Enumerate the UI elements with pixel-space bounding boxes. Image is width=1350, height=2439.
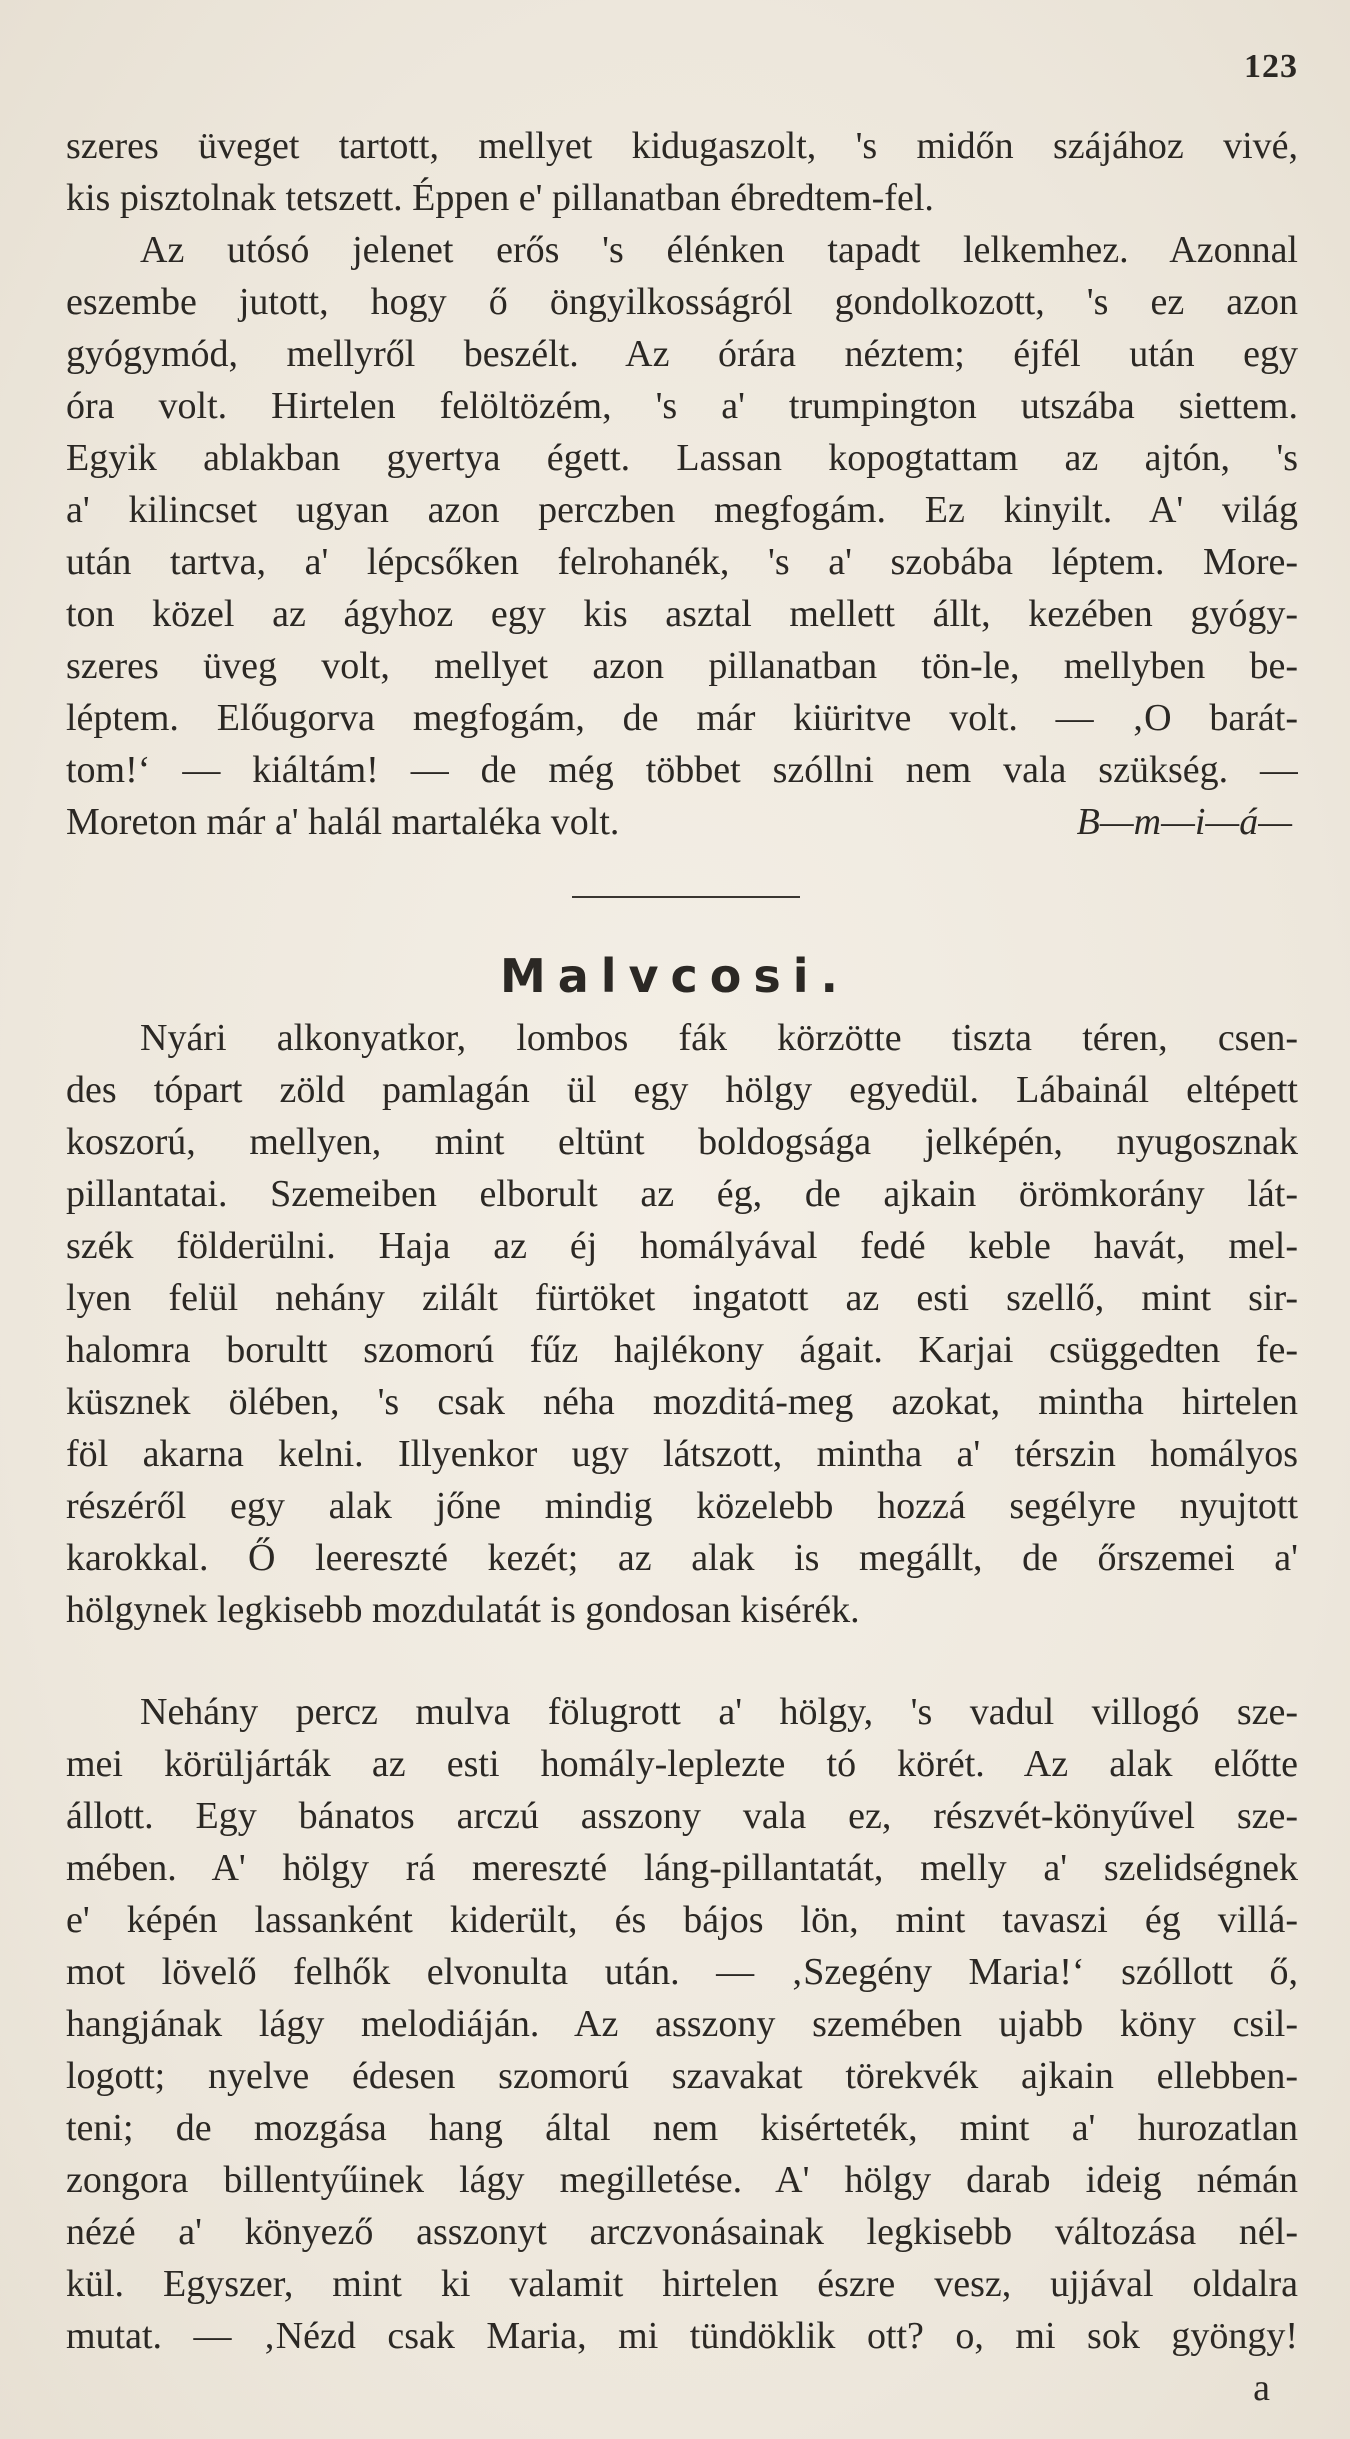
text-line: zongora billentyűinek lágy megilletése. A' hölgy darab ideig némán xyxy=(66,2159,1298,2201)
text-line: e' képén lassanként kiderült, és bájos lön, mint tavaszi ég villá- xyxy=(66,1899,1298,1941)
text-line: hangjának lágy melodiáján. Az asszony szemében ujabb köny csil- xyxy=(66,2003,1298,2045)
section-title: Malvcosi. xyxy=(499,949,851,1003)
catchword: a xyxy=(1253,2367,1270,2409)
text-line: logott; nyelve édesen szomorú szavakat törekvék ajkain ellebben- xyxy=(66,2055,1298,2097)
text-line: a' kilincset ugyan azon perczben megfogám. Ez kinyilt. A' világ xyxy=(66,489,1298,531)
text-line: nézé a' könyező asszonyt arczvonásainak legkisebb változása nél- xyxy=(66,2211,1298,2253)
final-sentence: Moreton már a' halál martaléka volt. xyxy=(66,801,620,843)
text-line: lyen felül nehány zilált fürtöket ingatott az esti szellő, mint sir- xyxy=(66,1277,1298,1319)
text-line: Az utósó jelenet erős 's élénken tapadt lelkemhez. Azonnal xyxy=(140,229,1298,271)
text-line: karokkal. Ő leereszté kezét; az alak is megállt, de őrszemei a' xyxy=(66,1537,1298,1579)
text-line: Nehány percz mulva fölugrott a' hölgy, 's vadul villogó sze- xyxy=(140,1691,1298,1733)
text-line: küsznek ölében, 's csak néha mozditá-meg azokat, mintha hirtelen xyxy=(66,1381,1298,1423)
text-line: Egyik ablakban gyertya égett. Lassan kopogtattam az ajtón, 's xyxy=(66,437,1298,479)
text-line: koszorú, mellyen, mint eltünt boldogsága jelképén, nyugosznak xyxy=(66,1121,1298,1163)
text-line: Nyári alkonyatkor, lombos fák körzötte tiszta téren, csen- xyxy=(140,1017,1298,1059)
text-line: szeres üveget tartott, mellyet kidugaszolt, 's midőn szájához vivé, xyxy=(66,125,1298,167)
text-line: tom!‘ — kiáltám! — de még többet szóllni nem vala szükség. — xyxy=(66,749,1298,791)
text-line: részéről egy alak jőne mindig közelebb hozzá segélyre nyujtott xyxy=(66,1485,1298,1527)
text-line: léptem. Előugorva megfogám, de már kiüritve volt. — ‚O barát- xyxy=(66,697,1298,739)
text-line: szeres üveg volt, mellyet azon pillanatban tön-le, mellyben be- xyxy=(66,645,1298,687)
text-line: hölgynek legkisebb mozdulatát is gondosan kisérék. xyxy=(66,1589,860,1631)
text-line: mében. A' hölgy rá mereszté láng-pillantatát, melly a' szelidségnek xyxy=(66,1847,1298,1889)
text-line: eszembe jutott, hogy ő öngyilkosságról gondolkozott, 's ez azon xyxy=(66,281,1298,323)
text-line: mei körüljárták az esti homály-leplezte tó körét. Az alak előtte xyxy=(66,1743,1298,1785)
text-line: pillantatai. Szemeiben elborult az ég, de ajkain örömkorány lát- xyxy=(66,1173,1298,1215)
text-line: óra volt. Hirtelen felöltözém, 's a' trumpington utszába siettem. xyxy=(66,385,1298,427)
text-line: des tópart zöld pamlagán ül egy hölgy egyedül. Lábainál eltépett xyxy=(66,1069,1298,1111)
section-divider xyxy=(572,896,800,898)
text-line: halomra borultt szomorú fűz hajlékony ágait. Karjai csüggedten fe- xyxy=(66,1329,1298,1371)
paragraph-1 xyxy=(66,1012,1298,1636)
text-line: állott. Egy bánatos arczú asszony vala ez, részvét-könyűvel sze- xyxy=(66,1795,1298,1837)
text-line: gyógymód, mellyről beszélt. Az órára néztem; éjfél után egy xyxy=(66,333,1298,375)
text-line: teni; de mozgása hang által nem kisérteték, mint a' hurozatlan xyxy=(66,2107,1298,2149)
text-line: kis pisztolnak tetszett. Éppen e' pillanatban ébredtem-fel. xyxy=(66,177,934,219)
text-line: mot lövelő felhők elvonulta után. — ‚Szegény Maria!‘ szóllott ő, xyxy=(66,1951,1298,1993)
story-ending-text xyxy=(66,120,1298,848)
author-signature: B—m—i—á— xyxy=(1076,801,1292,843)
page-number: 123 xyxy=(1244,48,1298,85)
text-line: kül. Egyszer, mint ki valamit hirtelen észre vesz, ujjával oldalra xyxy=(66,2263,1298,2305)
text-line: mutat. — ‚Nézd csak Maria, mi tündöklik ott? o, mi sok gyöngy! xyxy=(66,2315,1298,2357)
text-line: után tartva, a' lépcsőken felrohanék, 's a' szobába léptem. More- xyxy=(66,541,1298,583)
text-line-final xyxy=(66,796,1298,848)
text-line: szék földerülni. Haja az éj homályával fedé keble havát, mel- xyxy=(66,1225,1298,1267)
text-line: föl akarna kelni. Illyenkor ugy látszott, mintha a' térszin homályos xyxy=(66,1433,1298,1475)
paragraph-2 xyxy=(66,1686,1298,2362)
text-line: ton közel az ágyhoz egy kis asztal mellett állt, kezében gyógy- xyxy=(66,593,1298,635)
